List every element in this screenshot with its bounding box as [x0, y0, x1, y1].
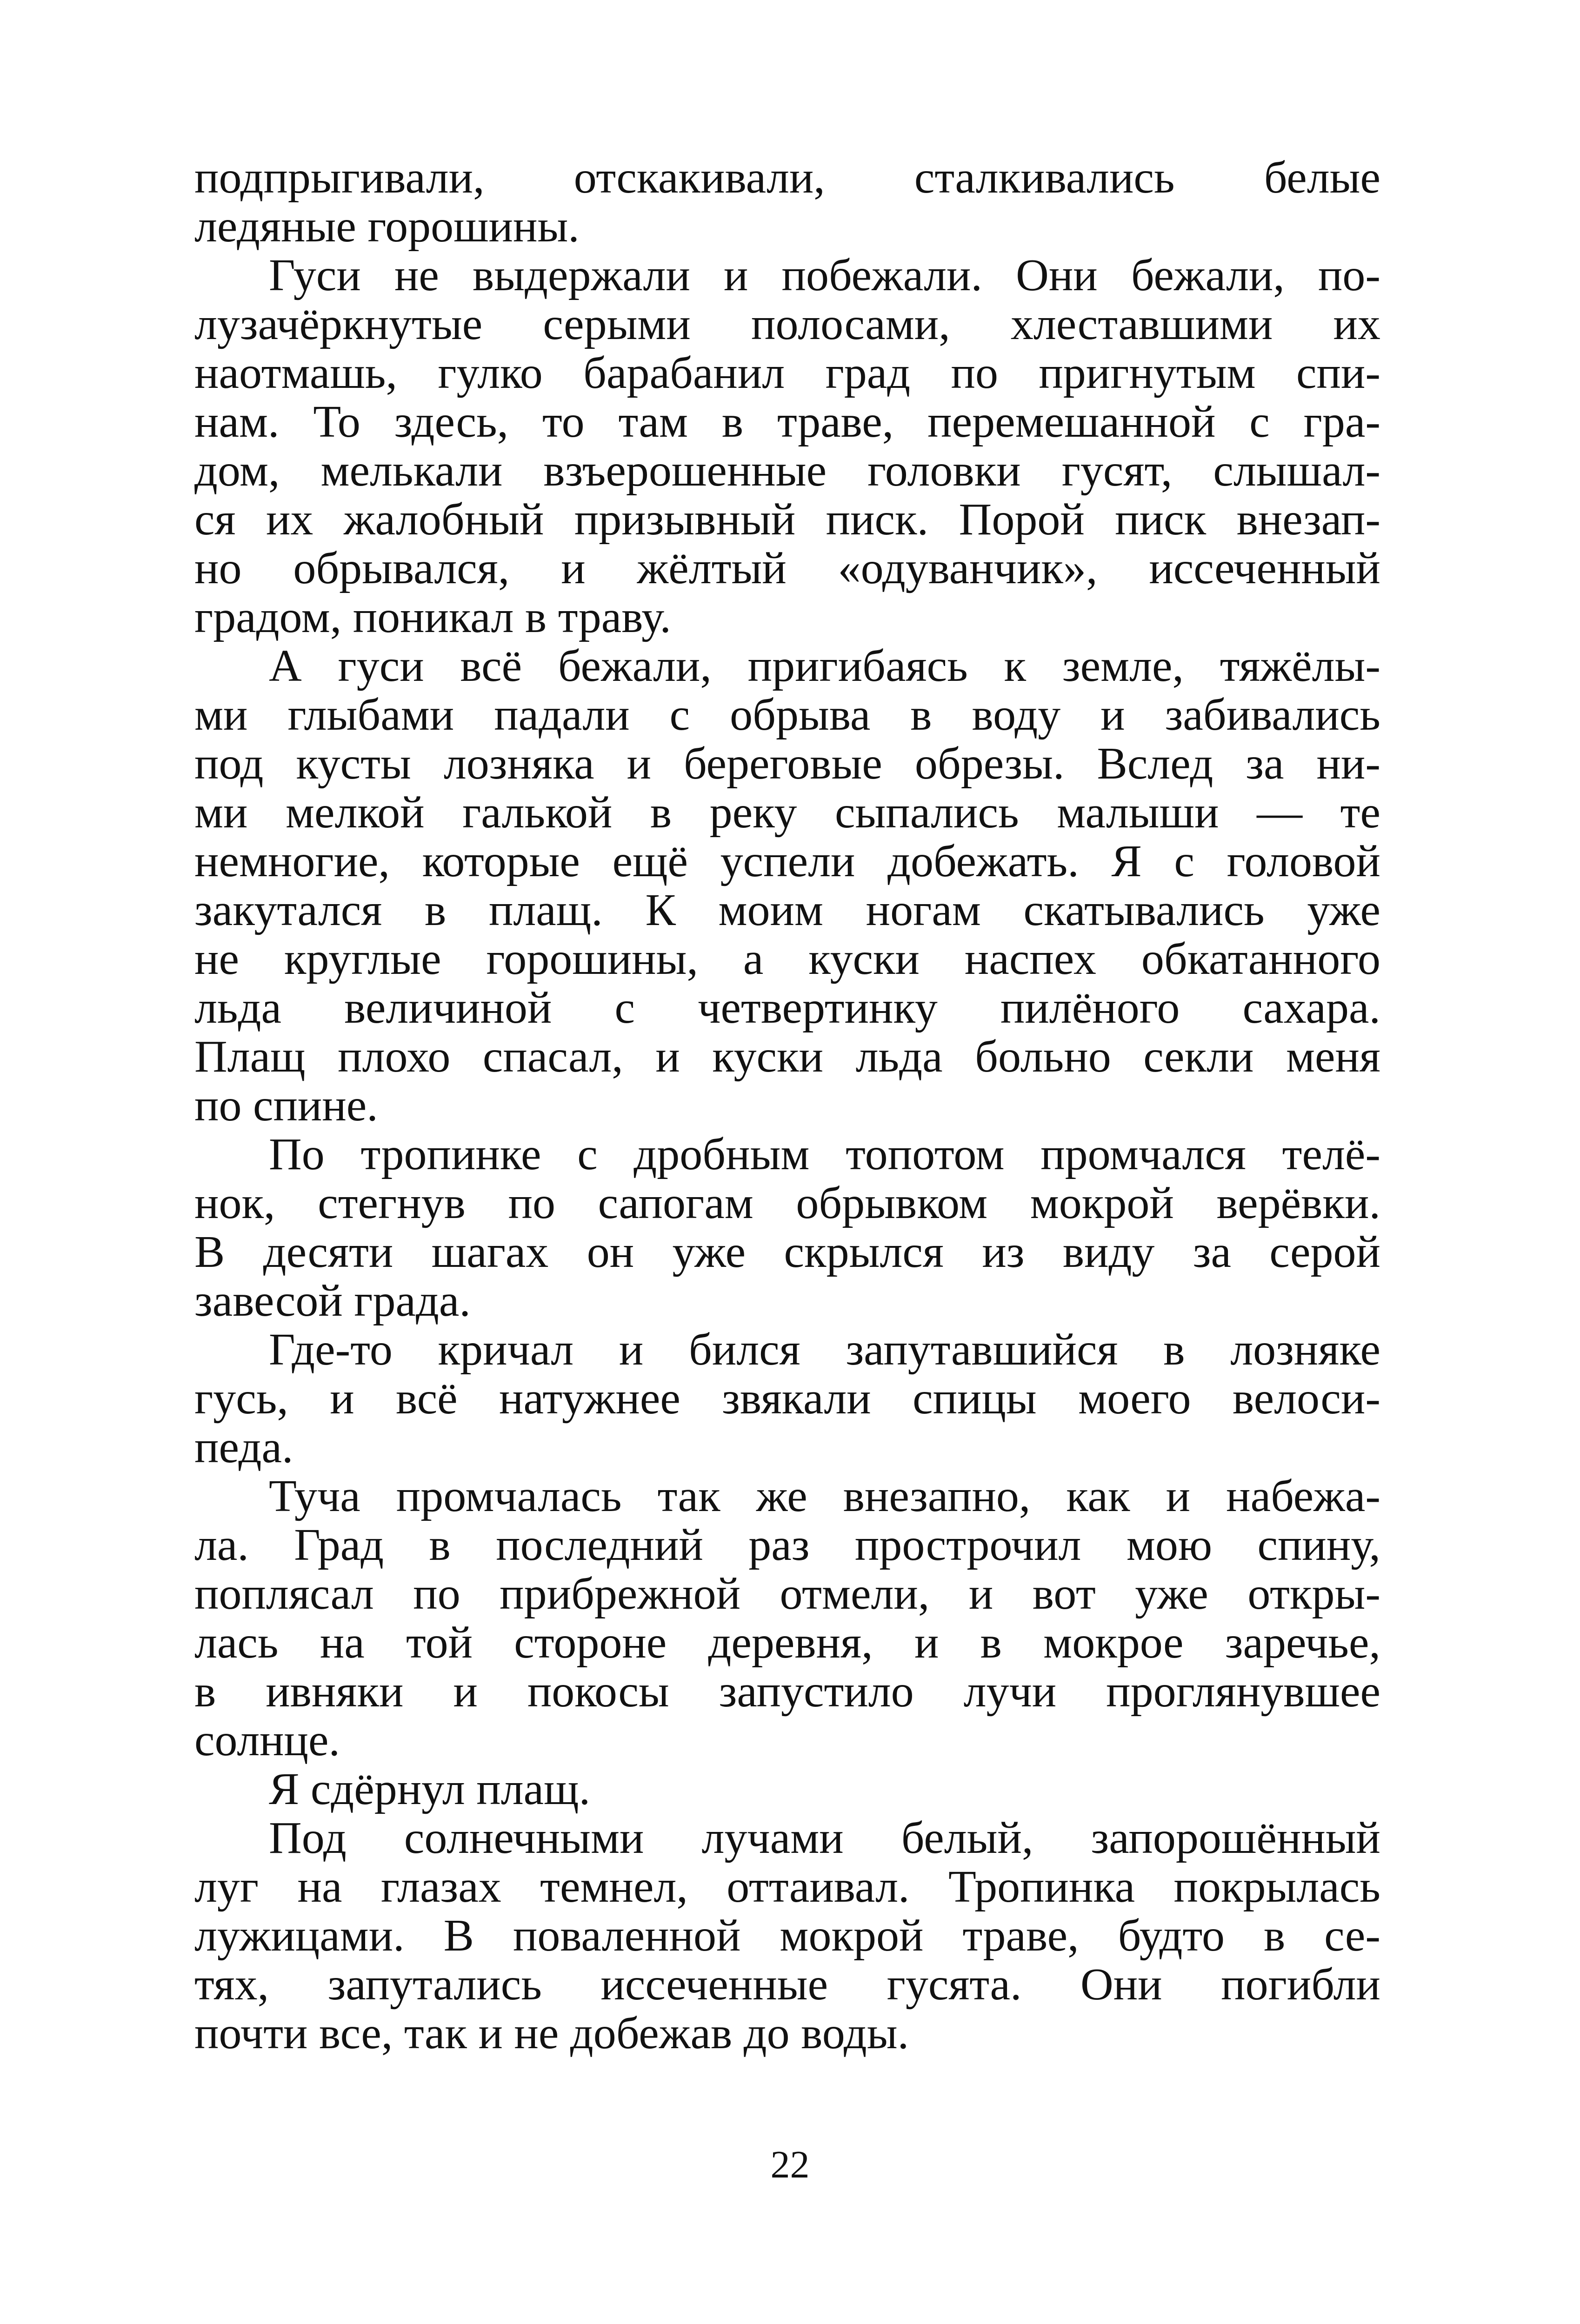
paragraph [194, 1130, 1380, 1325]
text-line: солнце. [194, 1715, 340, 1765]
text-line: но обрывался, и жёлтый «одуванчик», иссеченный [194, 543, 1380, 593]
text-line: поплясал по прибрежной отмели, и вот уже откры- [194, 1569, 1380, 1619]
text-line: лужицами. В поваленной мокрой траве, будто в се- [194, 1911, 1380, 1961]
text-line: ми мелкой галькой в реку сыпались малыши — те [194, 787, 1380, 838]
text-line: завесой града. [194, 1276, 471, 1326]
text-line: ми глыбами падали с обрыва в воду и забивались [194, 690, 1380, 740]
paragraph [194, 251, 1380, 642]
text-line: лузачёркнутые серыми полосами, хлеставшими их [194, 299, 1380, 349]
text-line: педа. [194, 1422, 293, 1472]
text-line: немногие, которые ещё успели добежать. Я с головой [194, 836, 1380, 886]
text-line: тях, запутались иссеченные гусята. Они погибли [194, 1959, 1380, 2010]
text-line: закутался в плащ. К моим ногам скатывались уже [194, 885, 1380, 935]
text-line: почти все, так и не добежав до воды. [194, 2008, 909, 2058]
text-line: лась на той стороне деревня, и в мокрое заречье, [194, 1618, 1380, 1668]
text-line: подпрыгивали, отскакивали, сталкивались белые [194, 153, 1380, 203]
page-number: 22 [770, 2143, 810, 2186]
text-line: По тропинке с дробным топотом промчался телё- [269, 1129, 1380, 1179]
paragraph [194, 153, 1380, 251]
text-line: по спине. [194, 1080, 378, 1131]
text-line: В десяти шагах он уже скрылся из виду за серой [194, 1227, 1380, 1277]
paragraph [194, 1814, 1380, 2058]
text-line: Я сдёрнул плащ. [269, 1764, 591, 1814]
text-line: ся их жалобный призывный писк. Порой писк внезап- [194, 494, 1380, 545]
paragraph [194, 1765, 1380, 1814]
text-line: гусь, и всё натужнее звякали спицы моего велоси- [194, 1373, 1380, 1424]
text-line: Где-то кричал и бился запутавшийся в лозняке [269, 1325, 1380, 1375]
text-line: А гуси всё бежали, пригибаясь к земле, тяжёлы- [269, 641, 1380, 691]
text-line: наотмашь, гулко барабанил град по пригнутым спи- [194, 348, 1380, 398]
text-line: Гуси не выдержали и побежали. Они бежали, по- [269, 250, 1380, 300]
text-line: Под солнечными лучами белый, запорошённый [269, 1813, 1380, 1863]
text-line: льда величиной с четвертинку пилёного сахара. [194, 983, 1380, 1033]
text-line: ла. Град в последний раз прострочил мою спину, [194, 1520, 1380, 1570]
paragraph [194, 642, 1380, 1130]
text-line: Туча промчалась так же внезапно, как и набежа- [269, 1471, 1380, 1521]
text-line: дом, мелькали взъерошенные головки гусят, слышал- [194, 446, 1380, 496]
text-line: градом, поникал в траву. [194, 592, 671, 642]
text-line: луг на глазах темнел, оттаивал. Тропинка покрылась [194, 1862, 1380, 1912]
text-line: в ивняки и покосы запустило лучи проглянувшее [194, 1666, 1380, 1717]
text-line: нок, стегнув по сапогам обрывком мокрой верёвки. [194, 1178, 1380, 1228]
text-line: под кусты лозняка и береговые обрезы. Вслед за ни- [194, 739, 1380, 789]
text-line: нам. То здесь, то там в траве, перемешанной с гра- [194, 397, 1380, 447]
paragraph [194, 1325, 1380, 1472]
text-line: не круглые горошины, а куски наспех обкатанного [194, 934, 1380, 984]
body-text [194, 153, 1380, 2058]
paragraph [194, 1472, 1380, 1765]
text-line: ледяные горошины. [194, 201, 580, 252]
text-line: Плащ плохо спасал, и куски льда больно секли меня [194, 1032, 1380, 1082]
